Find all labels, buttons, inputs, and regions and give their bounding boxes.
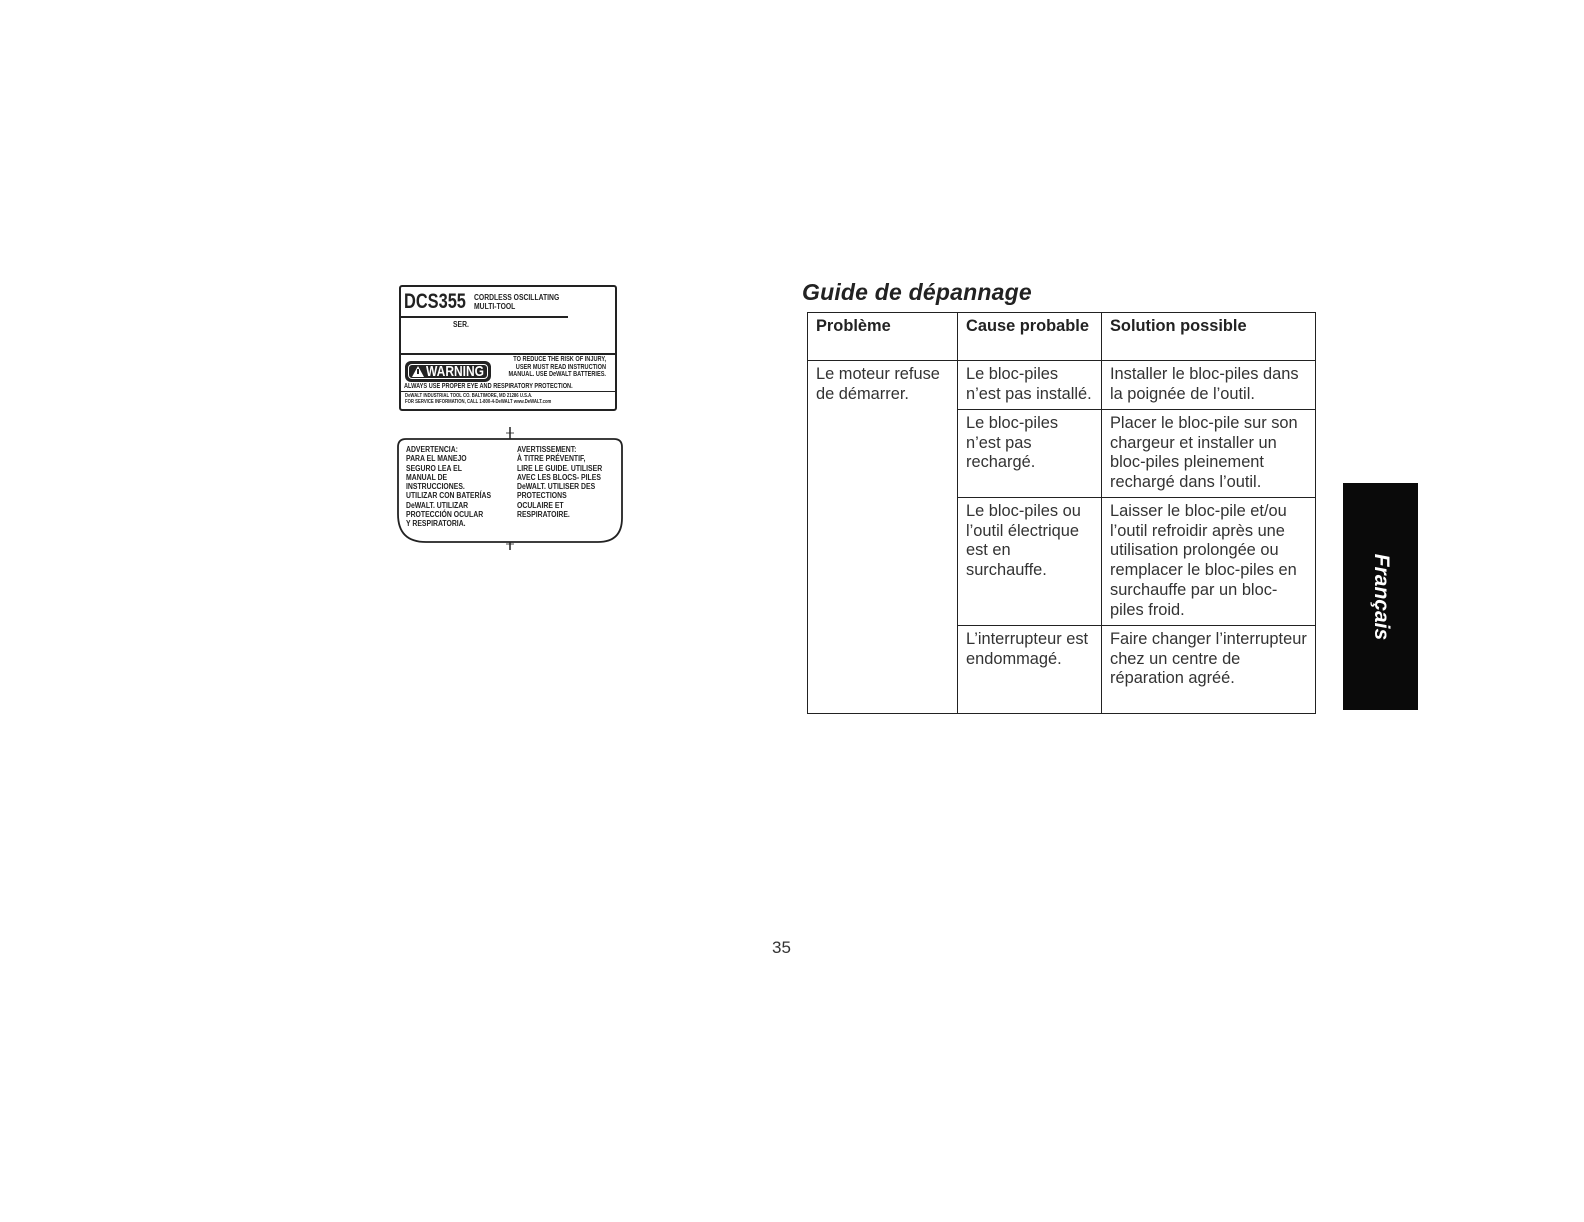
label-french-text: AVERTISSEMENT: À TITRE PRÉVENTIF, LIRE LE GUIDE. UTILISER AVEC LES BLOCS- PILES DeWALT. UTILISER DES PROTECTIONS OCULAIRE ET RESPIRATOIRE. [517, 444, 603, 520]
header-solution: Solution possible [1102, 313, 1316, 361]
cause-cell: Le bloc-piles n’est pas installé. [958, 361, 1102, 410]
label-model-row [401, 290, 615, 314]
label-divider [401, 353, 615, 355]
solution-cell: Laisser le bloc-pile et/ou l’outil refroidir après une utilisation prolongée ou remplacer le bloc-piles en surchauffe par un bloc-piles froid. [1102, 498, 1316, 626]
label-underline [401, 316, 568, 318]
label-address: DeWALT INDUSTRIAL TOOL CO. BALTIMORE, MD 21286 U.S.A. FOR SERVICE INFORMATION, CALL 1-800-4-DeWALT www.DeWALT.com [405, 393, 552, 405]
warning-badge [405, 361, 491, 382]
solution-cell: Faire changer l’interrupteur chez un centre de réparation agréé. [1102, 626, 1316, 714]
page-title: Guide de dépannage [802, 279, 1032, 305]
label-description-line2: MULTI-TOOL [474, 302, 516, 311]
cause-cell: L’interrupteur est endommagé. [958, 626, 1102, 714]
solution-cell: Installer le bloc-piles dans la poignée de l’outil. [1102, 361, 1316, 410]
table-header-row [808, 313, 1316, 361]
header-cause: Cause probable [958, 313, 1102, 361]
label-description [474, 293, 559, 311]
warning-text: TO REDUCE THE RISK OF INJURY, USER MUST READ INSTRUCTION MANUAL. USE DeWALT BATTERIES. [508, 356, 606, 378]
warning-always-line: ALWAYS USE PROPER EYE AND RESPIRATORY PROTECTION. [404, 383, 573, 390]
language-side-tab-label: Français [1369, 553, 1393, 640]
label-model-number: DCS355 [404, 290, 466, 313]
troubleshooting-table [807, 312, 1316, 714]
warning-triangle-icon [412, 366, 424, 377]
solution-cell: Placer le bloc-pile sur son chargeur et installer un bloc-piles pleinement rechargé dans l’outil. [1102, 410, 1316, 498]
product-label-top [399, 285, 617, 411]
table-row [808, 361, 1316, 410]
page-number: 35 [772, 938, 791, 957]
warning-word: WARNING [426, 363, 484, 380]
label-spanish-text: ADVERTENCIA: PARA EL MANEJO SEGURO LEA EL MANUAL DE INSTRUCCIONES. UTILIZAR CON BATERÍAS DeWALT. UTILIZAR PROTECCIÓN OCULAR Y RESPIRATORIA. [406, 444, 492, 529]
product-label-bottom [396, 425, 624, 550]
label-description-line1: CORDLESS OSCILLATING [474, 293, 560, 302]
label-thin-divider [401, 391, 615, 392]
language-side-tab [1343, 483, 1418, 710]
header-problem: Problème [808, 313, 958, 361]
cause-cell: Le bloc-piles n’est pas rechargé. [958, 410, 1102, 498]
cause-cell: Le bloc-piles ou l’outil électrique est en surchauffe. [958, 498, 1102, 626]
problem-cell: Le moteur refuse de démarrer. [808, 361, 958, 714]
label-serial: SER. [453, 320, 469, 329]
